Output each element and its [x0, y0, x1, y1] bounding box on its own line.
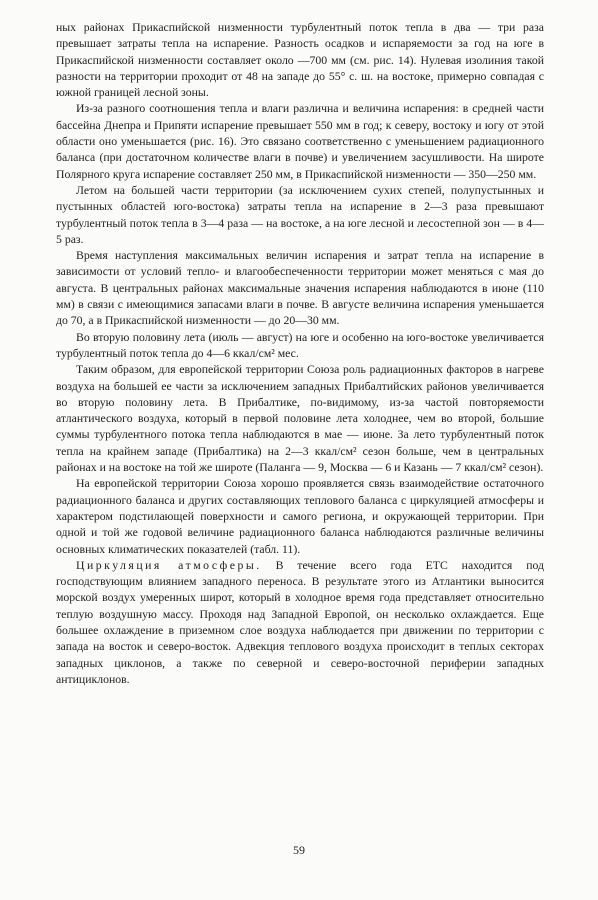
paragraph-interaction: На европейской территории Союза хорошо проявляется связь взаимодействие остаточного радиационного баланса и других составляющих теплового баланса с циркуляцией атмосферы и характером подстилающей поверхности и самого региона, и окружающей территории. При одной и той же годовой величине радиационного баланса наблюдаются различные величины основных климатических показателей (табл. 11).: [56, 477, 544, 556]
page-body: [56, 20, 544, 688]
paragraph-continuation: ных районах Прикаспийской низменности турбулентный поток тепла в два — три раза превышает затраты тепла на испарение. Разность осадков и испаряемости за год на юге в Прикаспийской низменности составляет около —700 мм (см. рис. 14). Нулевая изолиния такой разности на территории проходит от 48 на западе до 55° с. ш. на востоке, примерно совпадая с южной границей лесной зоны.: [56, 21, 544, 100]
paragraph-summer: Летом на большей части территории (за исключением сухих степей, полупустынных и пустынных областей юго-востока) затраты тепла на испарение в 2—3 раза превышают турбулентный поток тепла в 3—4 раза — на востоке, а на юге лесной и лесостепной зон — в 4—5 раз.: [56, 183, 544, 246]
section-heading-circulation: Циркуляция атмосферы.: [76, 558, 262, 572]
paragraph-conclusion: Таким образом, для европейской территории Союза роль радиационных факторов в нагреве воздуха на большей ее части за исключением западных Прибалтийских районов увеличивается во вторую половину лета. В Прибалтике, по-видимому, из-за частой повторяемости атлантического воздуха, который в первой половине лета холоднее, чем во второй, большие суммы турбулентного потока тепла наблюдаются в мае — июне. За лето турбулентный поток тепла на крайнем западе (Прибалтика) на 2—3 ккал/см² сезон больше, чем в центральных районах и на востоке на той же широте (Палангa — 9, Москва — 6 и Казань — 7 ккал/см² сезон).: [56, 363, 544, 475]
page-number: 59: [293, 843, 305, 857]
circulation-text: В течение всего года ЕТС находится под господствующим влиянием западного переноса. В результате этого из Атлантики выносится морской воздух умеренных широт, который в холодное время года представляет относительно теплую воздушную массу. Проходя над Западной Европой, он несколько охлаждается. Еще большее охлаждение в приземном слое воздуха наблюдается при движении по территории с запада на восток и северо-восток. Адвекция теплового воздуха происходит в теплых секторах западных циклонов, а также по северной и северо-восточной периферии западных антициклонов.: [56, 558, 544, 686]
paragraph-maximum-evaporation: Время наступления максимальных величин испарения и затрат тепла на испарение в зависимости от условий тепло- и влагообеспеченности территории может меняться с мая до августа. В центральных районах максимальные значения испарения наблюдаются в июне (110 мм) в связи с имеющимися запасами влаги в почве. В августе величина испарения уменьшается до 70, а в Прикаспийской низменности — до 20—30 мм.: [56, 249, 544, 328]
paragraph-circulation: [56, 558, 544, 688]
paragraph-evaporation: Из-за разного соотношения тепла и влаги различна и величина испарения: в средней части бассейна Днепра и Припяти испарение превышает 550 мм в год; к северу, востоку и югу от этой области оно уменьшается (рис. 16). Это связано соответственно с уменьшением радиационного баланса (при достаточном количестве влаги в почве) и увеличением засушливости. На широте Полярного круга испарение составляет 250 мм, в Прикаспийской низменности — 350—250 мм.: [56, 102, 544, 181]
paragraph-second-half-summer: Во вторую половину лета (июль — август) на юге и особенно на юго-востоке увеличивается турбулентный поток тепла до 4—6 ккал/см² мес.: [56, 330, 544, 360]
